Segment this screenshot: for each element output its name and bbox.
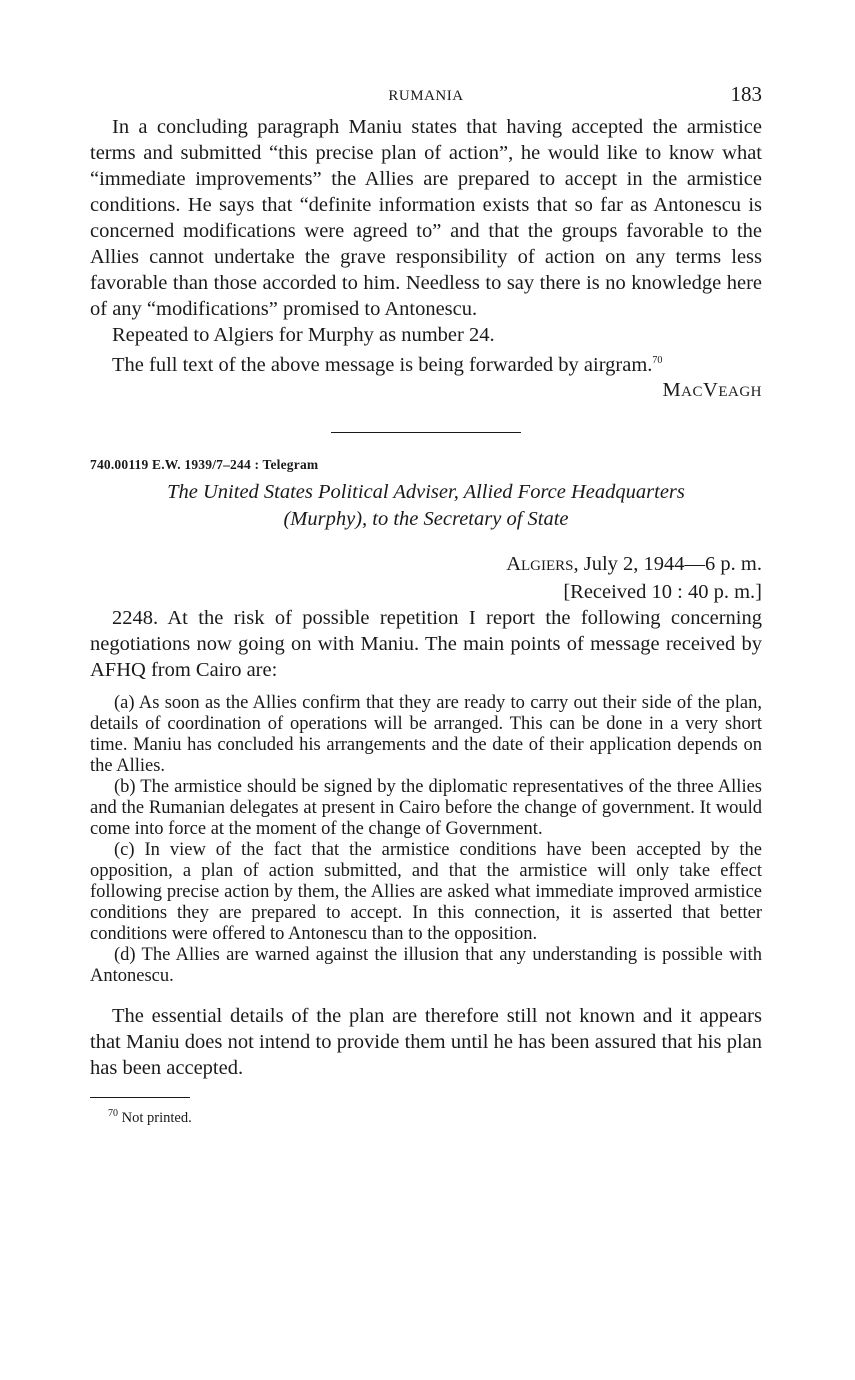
footnote-reference: 70 <box>652 355 663 366</box>
footnote <box>90 1108 762 1127</box>
dateline-caps: LGIERS <box>521 557 574 574</box>
dateline-initial: A <box>506 552 521 575</box>
point-d: (d) The Allies are warned against the illusion that any understanding is possible with Antonescu. <box>90 944 762 986</box>
footnote-divider <box>90 1097 190 1098</box>
closing-paragraph: The essential details of the plan are therefore still not known and it appears that Maniu does not intend to provide them until he has been assured that his plan has been accepted. <box>90 1004 762 1079</box>
signature <box>90 378 762 404</box>
dateline <box>90 551 762 579</box>
paragraph-repeated: Repeated to Algiers for Murphy as number 24. <box>112 324 495 346</box>
file-reference: 740.00119 E.W. 1939/7–244 : Telegram <box>90 456 319 472</box>
signature-rest-1: AC <box>681 383 704 400</box>
page-number: 183 <box>730 82 762 106</box>
document-page <box>90 80 762 1127</box>
section-divider <box>331 432 521 433</box>
received-time: [Received 10 : 40 p. m.] <box>563 580 762 603</box>
points-list <box>90 693 762 987</box>
document-title-line-2: (Murphy), to the Secretary of State <box>283 507 569 530</box>
point-c: (c) In view of the fact that the armistice conditions have been accepted by the opposition, a plan of action submitted, and that the armistice will only take effect following precise action by them, the Allies are asked what immediate improved armistice conditions they are prepared to accept. In this connection, it is asserted that better conditions were offered to Antonescu than to the opposition. <box>90 839 762 944</box>
paragraph-concluding: In a concluding paragraph Maniu states that having accepted the armistice terms and submitted “this precise plan of action”, he would like to know what “immediate improvements” the Allies are prepared to accept in the armistice conditions. He says that “definite information exists that so far as Antonescu is concerned modifications were agreed to” and that the groups favorable to the Allies cannot undertake the grave responsibility of action on any terms less favorable than those accorded to him. Needless to say there is no knowledge here of any “modifications” promised to Antonescu. <box>90 116 762 320</box>
signature-rest-2: EAGH <box>718 383 762 400</box>
signature-initial-1: M <box>662 378 682 401</box>
message-intro: 2248. At the risk of possible repetition I report the following concerning negotiations now going on with Maniu. The main points of message received by AFHQ from Cairo are: <box>90 606 762 681</box>
footnote-marker: 70 <box>108 1107 118 1119</box>
forwarded-text: The full text of the above message is being forwarded by airgram. <box>112 353 653 376</box>
dateline-rest: , July 2, 1944—6 p. m. <box>573 552 762 575</box>
document-title-line-1: The United States Political Adviser, Allied Force Headquarters <box>167 480 685 503</box>
signature-initial-2: V <box>703 378 719 401</box>
point-b: (b) The armistice should be signed by the diplomatic representatives of the three Allies and the Rumanian delegates at present in Cairo before the change of government. It would come into force at the moment of the change of Government. <box>90 776 762 839</box>
paragraph-forwarded <box>90 348 762 378</box>
page-header <box>90 80 762 114</box>
document-title <box>90 479 762 533</box>
running-title: RUMANIA <box>388 88 464 104</box>
footnote-text: Not printed. <box>121 1109 192 1126</box>
point-a: (a) As soon as the Allies confirm that they are ready to carry out their side of the plan, details of coordination of operations will be arranged. This can be done in a very short time. Maniu has concluded his arrangements and the date of their application depends on the Allies. <box>90 692 762 776</box>
